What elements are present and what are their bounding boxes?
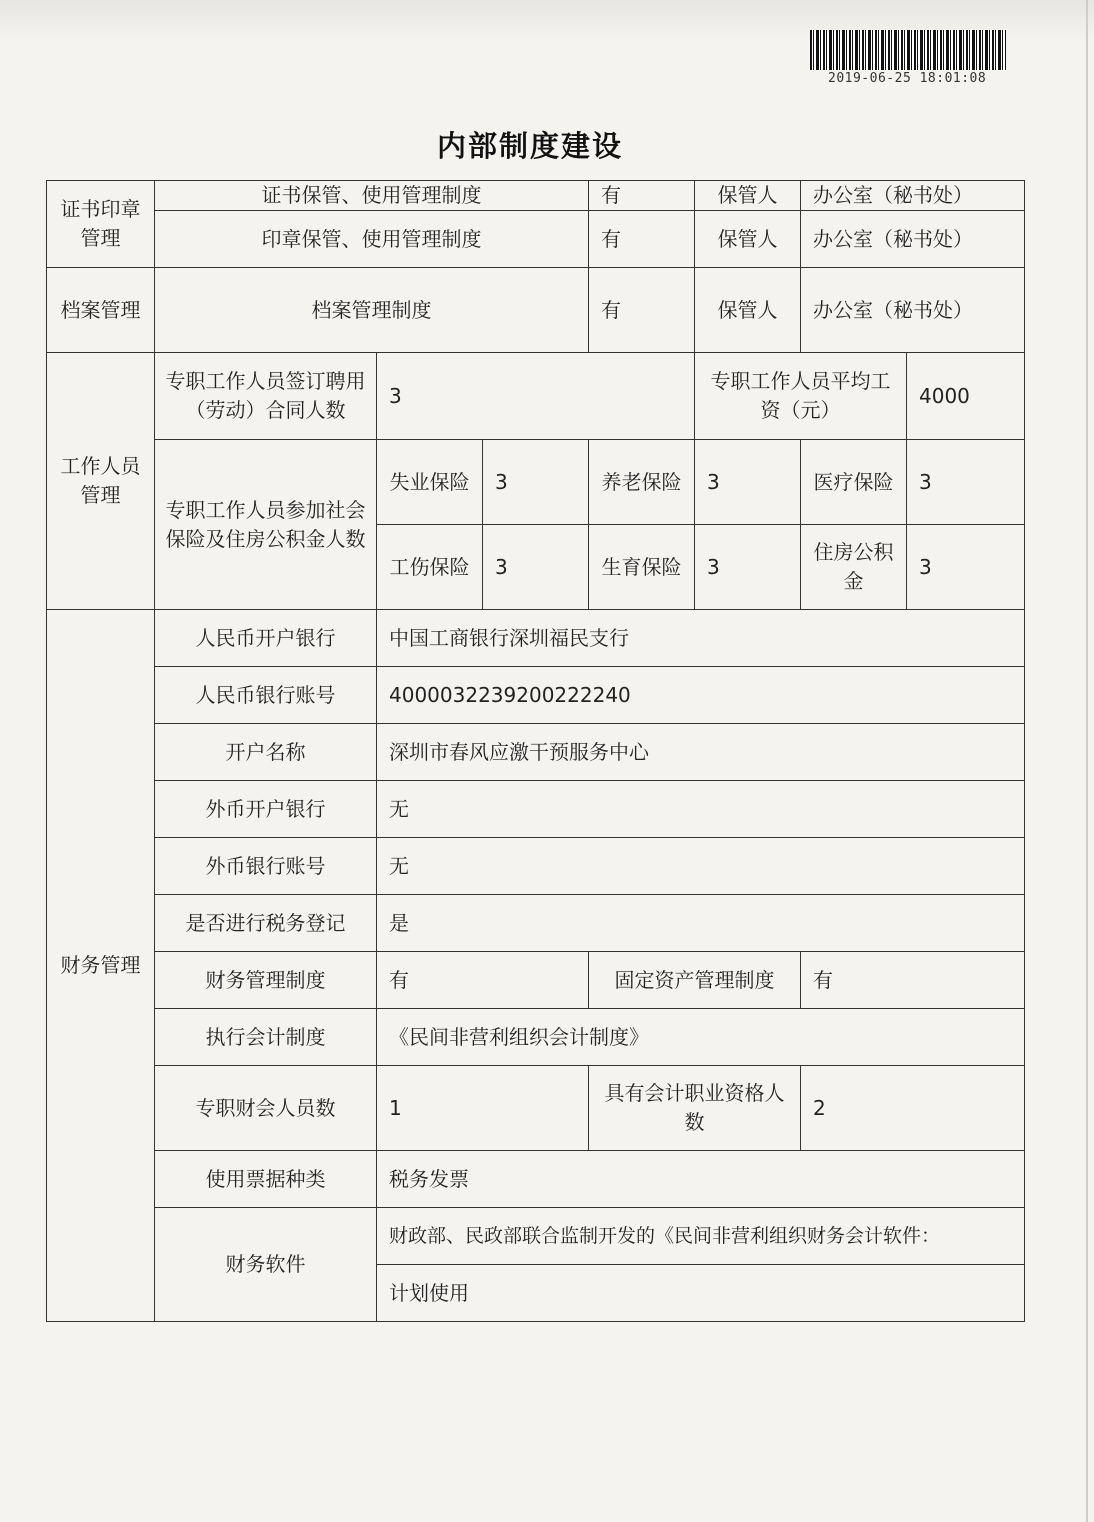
cert-has: 有: [589, 181, 695, 211]
insurance-type: 医疗保险: [801, 440, 907, 525]
table-row: [47, 895, 1025, 952]
table-row: [47, 724, 1025, 781]
fx-bank-value: 无: [377, 781, 1025, 838]
seal-has: 有: [589, 211, 695, 268]
rmb-bank-label: 人民币开户银行: [155, 610, 377, 667]
archive-has: 有: [589, 268, 695, 353]
insurance-type: 工伤保险: [377, 525, 483, 610]
insurance-value: 3: [907, 525, 1025, 610]
insurance-type: 住房公积金: [801, 525, 907, 610]
table-row: [47, 211, 1025, 268]
software-line-2: 计划使用: [377, 1265, 1025, 1322]
software-line-1: 财政部、民政部联合监制开发的《民间非营利组织财务会计软件：: [377, 1208, 1025, 1265]
table-row: [47, 1208, 1025, 1265]
table-row: [47, 610, 1025, 667]
fin-policy-value: 有: [377, 952, 589, 1009]
asset-policy-label: 固定资产管理制度: [589, 952, 801, 1009]
contract-label: 专职工作人员签订聘用（劳动）合同人数: [155, 353, 377, 440]
fin-staff-label: 专职财会人员数: [155, 1066, 377, 1151]
table-row: [47, 353, 1025, 440]
insurance-type: 生育保险: [589, 525, 695, 610]
insurance-value: 3: [695, 440, 801, 525]
table-row: [47, 1151, 1025, 1208]
cert-name: 证书保管、使用管理制度: [155, 181, 589, 211]
tax-value: 是: [377, 895, 1025, 952]
salary-value: 4000: [907, 353, 1025, 440]
rmb-account-label: 人民币银行账号: [155, 667, 377, 724]
rmb-account-value: 4000032239200222240: [377, 667, 1025, 724]
account-name-label: 开户名称: [155, 724, 377, 781]
page-edge: [1086, 0, 1088, 1522]
table-row: [47, 1066, 1025, 1151]
table-row: [47, 667, 1025, 724]
table-row: [47, 781, 1025, 838]
accounting-value: 《民间非营利组织会计制度》: [377, 1009, 1025, 1066]
table-row: [47, 1009, 1025, 1066]
cert-role: 保管人: [695, 181, 801, 211]
rmb-bank-value: 中国工商银行深圳福民支行: [377, 610, 1025, 667]
barcode-icon: [810, 30, 1006, 70]
tax-label: 是否进行税务登记: [155, 895, 377, 952]
insurance-type: 养老保险: [589, 440, 695, 525]
fx-bank-label: 外币开户银行: [155, 781, 377, 838]
table-row: [47, 440, 1025, 525]
insurance-value: 3: [483, 440, 589, 525]
invoice-value: 税务发票: [377, 1151, 1025, 1208]
seal-name: 印章保管、使用管理制度: [155, 211, 589, 268]
fx-account-label: 外币银行账号: [155, 838, 377, 895]
section-archive: 档案管理: [47, 268, 155, 353]
accounting-label: 执行会计制度: [155, 1009, 377, 1066]
qualified-label: 具有会计职业资格人数: [589, 1066, 801, 1151]
table-row: [47, 952, 1025, 1009]
page-title: 内部制度建设: [436, 129, 623, 163]
insurance-value: 3: [907, 440, 1025, 525]
fin-policy-label: 财务管理制度: [155, 952, 377, 1009]
invoice-label: 使用票据种类: [155, 1151, 377, 1208]
internal-system-table: [46, 180, 1025, 1322]
section-finance: 财务管理: [47, 610, 155, 1322]
table-row: [47, 268, 1025, 353]
contract-value: 3: [377, 353, 695, 440]
asset-policy-value: 有: [801, 952, 1025, 1009]
salary-label: 专职工作人员平均工资（元）: [695, 353, 907, 440]
fx-account-value: 无: [377, 838, 1025, 895]
table-row: [47, 181, 1025, 211]
section-cert: 证书印章管理: [47, 181, 155, 268]
seal-role: 保管人: [695, 211, 801, 268]
archive-role: 保管人: [695, 268, 801, 353]
archive-holder: 办公室（秘书处）: [801, 268, 1025, 353]
insurance-label: 专职工作人员参加社会保险及住房公积金人数: [155, 440, 377, 610]
archive-name: 档案管理制度: [155, 268, 589, 353]
fin-staff-value: 1: [377, 1066, 589, 1151]
cert-holder: 办公室（秘书处）: [801, 181, 1025, 211]
account-name-value: 深圳市春风应激干预服务中心: [377, 724, 1025, 781]
table-row: [47, 838, 1025, 895]
software-label: 财务软件: [155, 1208, 377, 1322]
qualified-value: 2: [801, 1066, 1025, 1151]
print-timestamp: 2019-06-25 18:01:08: [828, 71, 987, 86]
insurance-value: 3: [483, 525, 589, 610]
seal-holder: 办公室（秘书处）: [801, 211, 1025, 268]
insurance-value: 3: [695, 525, 801, 610]
section-staff: 工作人员管理: [47, 353, 155, 610]
insurance-type: 失业保险: [377, 440, 483, 525]
